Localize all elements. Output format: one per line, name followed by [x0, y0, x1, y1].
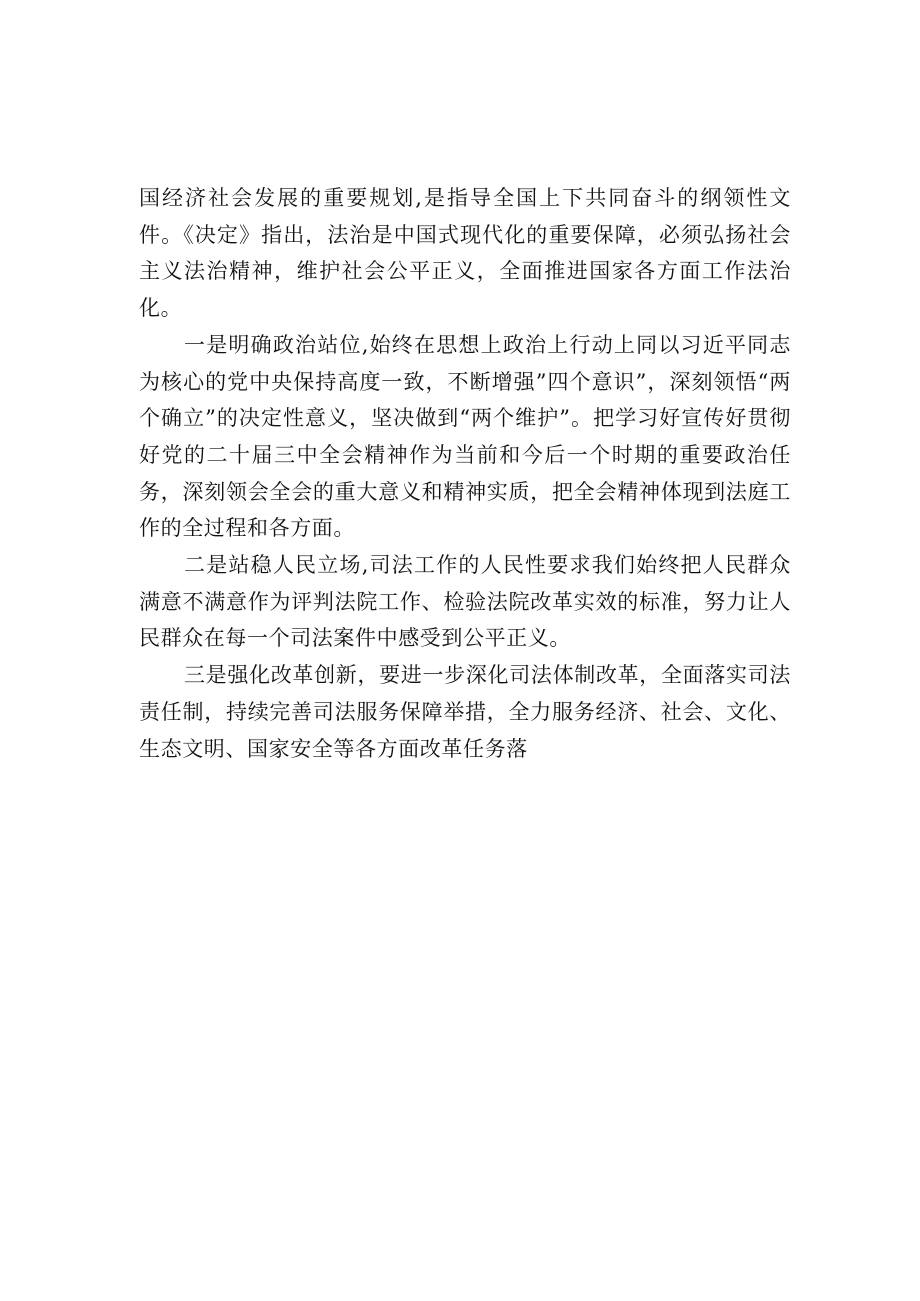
paragraph-people-stance: 二是站稳人民立场,司法工作的人民性要求我们始终把人民群众满意不满意作为评判法院工作、检验法院改革实效的标准，努力让人民群众在每一个司法案件中感受到公平正义。 [139, 553, 791, 651]
paragraph-political-stance: 一是明确政治站位,始终在思想上政治上行动上同以习近平同志为核心的党中央保持高度一致，不断增强”四个意识”，深刻领悟“两个确立”的决定性意义，坚决做到“两个维护”。把学习好宣传好贯彻好党的二十届三中全会精神作为当前和今后一个时期的重要政治任务，深刻领会全会的重大意义和精神实质，把全会精神体现到法庭工作的全过程和各方面。 [139, 332, 791, 541]
paragraph-reform-innovation: 三是强化改革创新，要进一步深化司法体制改革，全面落实司法责任制，持续完善司法服务保障举措，全力服务经济、社会、文化、生态文明、国家安全等各方面改革任务落 [139, 663, 791, 761]
paragraph-intro: 国经济社会发展的重要规划,是指导全国上下共同奋斗的纲领性文件。《决定》指出，法治是中国式现代化的重要保障，必须弘扬社会主义法治精神，维护社会公平正义，全面推进国家各方面工作法治化。 [139, 186, 791, 321]
document-body [139, 180, 791, 767]
